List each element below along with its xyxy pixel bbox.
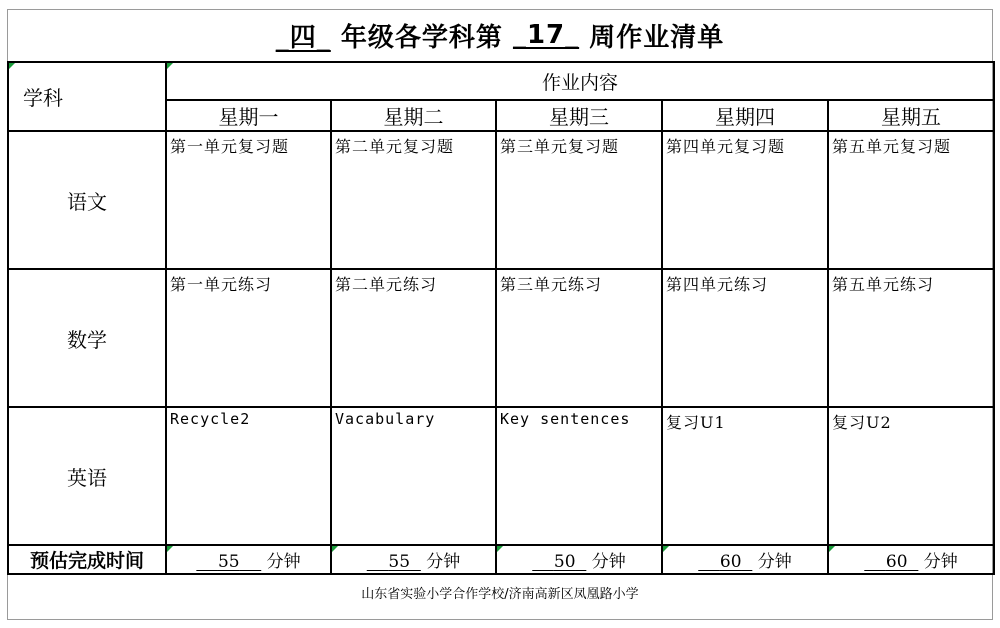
- minutes-value: 50: [553, 552, 576, 572]
- task-cell: 第一单元复习题: [166, 131, 331, 269]
- time-cell: [496, 545, 662, 574]
- task-cell: 第二单元练习: [331, 269, 496, 407]
- day-header: 星期五: [828, 100, 994, 131]
- day-header: 星期一: [166, 100, 331, 131]
- time-cell: [828, 545, 994, 574]
- task-cell: 第五单元复习题: [828, 131, 994, 269]
- minutes-value: 60: [885, 552, 908, 572]
- task-cell: 第三单元复习题: [496, 131, 662, 269]
- minutes-unit: 分钟: [757, 552, 792, 572]
- page-title: [8, 10, 992, 60]
- time-cell: [331, 545, 496, 574]
- task-cell: 第四单元练习: [662, 269, 828, 407]
- table-row: [8, 131, 994, 269]
- time-row: [8, 545, 994, 574]
- task-cell: 第二单元复习题: [331, 131, 496, 269]
- table-row: [8, 407, 994, 545]
- title-grade-suffix: 年级各学科第: [340, 22, 503, 53]
- task-cell: 第三单元练习: [496, 269, 662, 407]
- subject-label: 英语: [8, 407, 166, 545]
- minutes-unit: 分钟: [923, 552, 958, 572]
- minutes-unit: 分钟: [266, 552, 301, 572]
- time-cell: [166, 545, 331, 574]
- task-cell: Vacabulary: [331, 407, 496, 545]
- school-footer: 山东省实验小学合作学校/济南高新区凤凰路小学: [361, 587, 639, 602]
- table-row: [8, 269, 994, 407]
- day-header: 星期二: [331, 100, 496, 131]
- minutes-unit: 分钟: [426, 552, 461, 572]
- day-header: 星期四: [662, 100, 828, 131]
- day-header: 星期三: [496, 100, 662, 131]
- minutes-value: 60: [719, 552, 742, 572]
- minutes-unit: 分钟: [591, 552, 626, 572]
- subject-label: 数学: [8, 269, 166, 407]
- title-week: _17_: [512, 20, 580, 50]
- homework-table: [7, 61, 995, 575]
- time-cell: [662, 545, 828, 574]
- minutes-value: 55: [388, 552, 411, 572]
- title-grade: _四_: [275, 22, 331, 53]
- content-header: 作业内容: [166, 62, 994, 100]
- task-cell: Recycle2: [166, 407, 331, 545]
- subject-label: 语文: [8, 131, 166, 269]
- time-label: 预估完成时间: [8, 545, 166, 574]
- task-cell: 第五单元练习: [828, 269, 994, 407]
- task-cell: 第一单元练习: [166, 269, 331, 407]
- task-cell: Key sentences: [496, 407, 662, 545]
- subject-header: 学科: [8, 62, 166, 131]
- title-week-suffix: 周作业清单: [589, 22, 725, 53]
- task-cell: 复习U1: [662, 407, 828, 545]
- task-cell: 第四单元复习题: [662, 131, 828, 269]
- minutes-value: 55: [217, 552, 240, 572]
- task-cell: 复习U2: [828, 407, 994, 545]
